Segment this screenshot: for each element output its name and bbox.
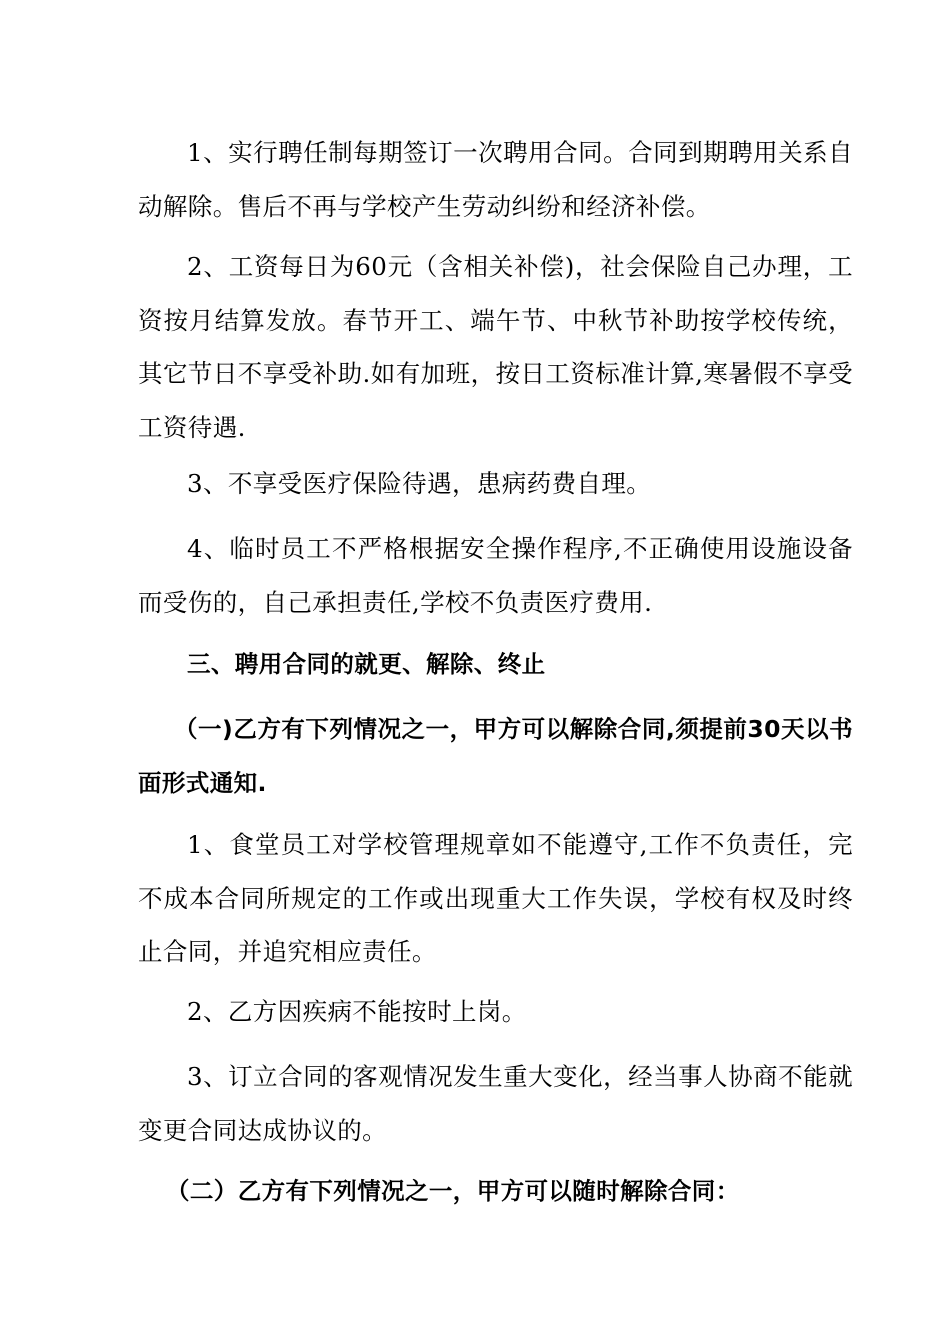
subsection-2-heading: （二）乙方有下列情况之一，甲方可以随时解除合同：: [166, 1177, 740, 1205]
clause-4-safety: 4、临时员工不严格根据安全操作程序,不正确使用设施设备而受伤的，自己承担责任,学校不负责医疗费用.: [138, 534, 853, 617]
subclause-3-circumstances: 3、订立合同的客观情况发生重大变化，经当事人协商不能就变更合同达成协议的。: [138, 1062, 853, 1145]
subsection-1-heading: （一)乙方有下列情况之一，甲方可以解除合同,须提前30天以书面形式通知.: [138, 715, 853, 797]
clause-3-medical: 3、不享受医疗保险待遇，患病药费自理。: [187, 469, 652, 498]
clause-1-contract-term: 1、实行聘任制每期签订一次聘用合同。合同到期聘用关系自动解除。售后不再与学校产生劳动纠纷和经济补偿。: [138, 138, 853, 221]
clause-2-wages: 2、工资每日为60元（含相关补偿)，社会保险自己办理，工资按月结算发放。春节开工、端午节、中秋节补助按学校传统，其它节日不享受补助.如有加班，按日工资标准计算,寒暑假不享受工资待遇.: [138, 252, 853, 442]
subclause-1-rules: 1、食堂员工对学校管理规章如不能遵守,工作不负责任，完不成本合同所规定的工作或出现重大工作失误，学校有权及时终止合同，并追究相应责任。: [138, 830, 853, 966]
section-3-heading: 三、聘用合同的就更、解除、终止: [187, 650, 546, 678]
subclause-2-illness: 2、乙方因疾病不能按时上岗。: [187, 997, 527, 1026]
